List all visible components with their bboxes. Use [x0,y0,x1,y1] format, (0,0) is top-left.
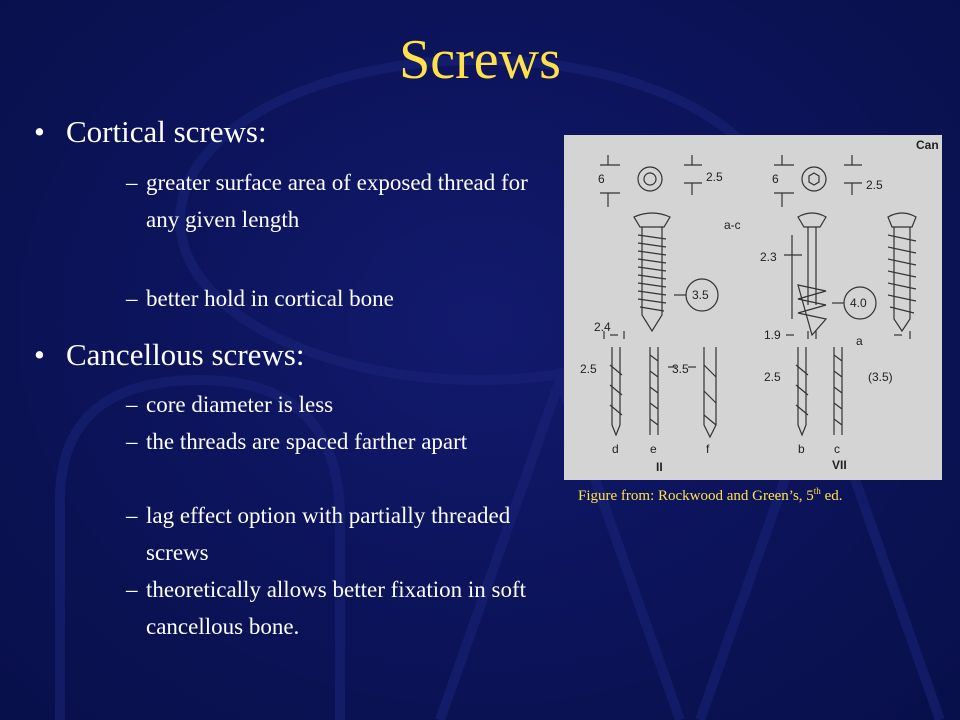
figure-label: 4.0 [850,296,867,310]
list-item: – core diameter is less [126,392,334,417]
figure-label: 2.4 [594,320,611,334]
screw-diagram [564,135,942,480]
figure-label: 3.5 [692,288,709,302]
figure-label: 3.5 [672,362,689,376]
figure-label: d [612,442,619,456]
figure-label: 6 [772,172,779,186]
bullet-dot: • [34,337,45,372]
figure-label: 6 [598,172,605,186]
list-item: – theoretically allows better fixation in soft cancellous bone. [126,577,527,639]
slide-title: Screws [399,29,561,91]
figure-label: b [798,442,805,456]
list-item: – lag effect option with partially threaded screws [126,503,511,565]
figure-label: 2.5 [866,178,883,192]
figure-label: f [706,442,710,456]
figure-label: 2.3 [760,250,777,264]
figure-label: 2.5 [706,170,723,184]
list-item: – the threads are spaced farther apart [126,429,468,454]
bullet-dot: • [34,114,45,149]
figure-label: VII [832,458,847,472]
list-item: – better hold in cortical bone [126,286,394,311]
figure-label: c [834,442,840,456]
figure-label: II [656,460,663,474]
section-heading-cortical: • Cortical screws: [34,114,267,149]
figure-caption: Figure from: Rockwood and Green’s, 5th ed. [578,486,843,504]
figure-label: 2.5 [580,362,597,376]
figure-label: (3.5) [868,370,893,384]
figure-label: 1.9 [764,328,781,342]
figure-label: Can [916,138,939,152]
figure-label: 2.5 [764,370,781,384]
figure-label: a-c [724,218,741,232]
section-heading-cancellous: • Cancellous screws: [34,337,305,372]
figure-label: a [856,334,863,348]
figure-label: e [650,442,657,456]
list-item: – greater surface area of exposed thread for any given length [126,170,528,232]
screw-diagram-figure [564,135,942,480]
